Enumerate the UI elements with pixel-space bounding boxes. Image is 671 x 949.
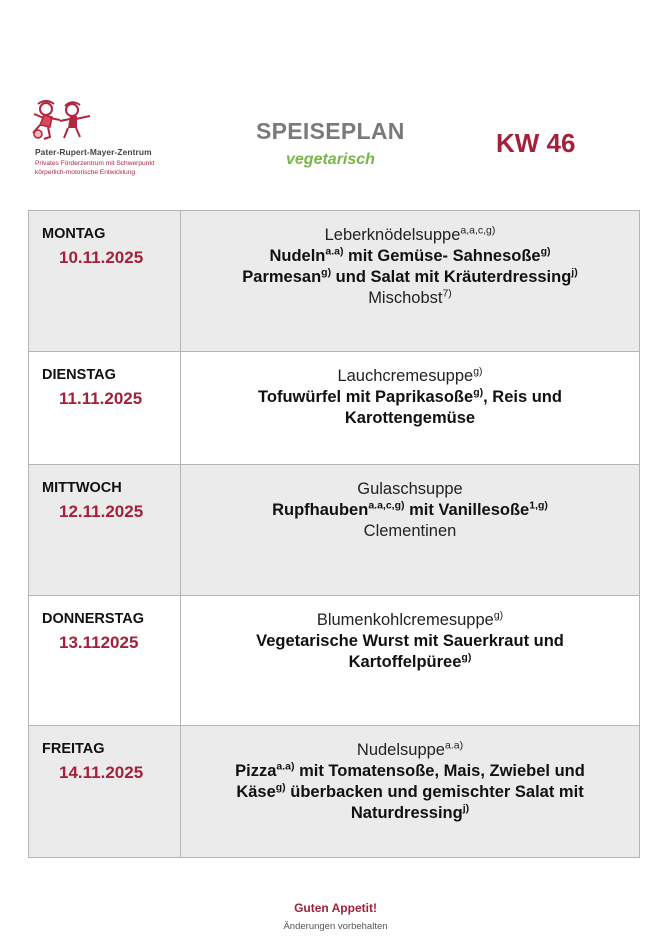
dessert-line bbox=[193, 288, 627, 309]
allergen-note: a.a) bbox=[325, 245, 344, 258]
day-cell bbox=[29, 352, 181, 465]
day-cell bbox=[29, 726, 181, 858]
main-course-text: und Salat mit Kräuterdressing bbox=[331, 268, 572, 286]
soup-line bbox=[193, 479, 627, 500]
dessert-line bbox=[193, 521, 627, 542]
main-course-line bbox=[193, 267, 627, 288]
allergen-note: j) bbox=[571, 266, 578, 279]
logo-name: Pater-Rupert-Mayer-Zentrum bbox=[35, 147, 152, 157]
page-subtitle: vegetarisch bbox=[286, 151, 375, 168]
soup-name: Blumenkohlcremesuppe bbox=[316, 611, 494, 629]
main-course-line bbox=[193, 408, 627, 429]
main-course-text: Karottengemüse bbox=[344, 409, 476, 427]
main-course-text: , Reis und bbox=[483, 388, 562, 406]
allergen-note: 1,g) bbox=[529, 499, 548, 512]
day-name: FREITAG bbox=[42, 741, 105, 757]
school-logo bbox=[30, 100, 200, 190]
day-cell bbox=[29, 211, 181, 352]
children-logo-icon bbox=[30, 100, 100, 146]
soup-name: Nudelsuppe bbox=[356, 741, 445, 759]
meal-cell bbox=[181, 726, 640, 858]
main-course-text: mit Vanillesoße bbox=[404, 501, 530, 519]
logo-tagline-2: körperlich-motorische Entwicklung bbox=[35, 169, 136, 176]
allergen-note: g) bbox=[540, 245, 551, 258]
main-course-line bbox=[193, 652, 627, 673]
page-title: SPEISEPLAN bbox=[256, 118, 405, 144]
menu-row bbox=[29, 211, 640, 352]
main-course-text: überbacken und gemischter Salat mit bbox=[285, 783, 584, 801]
meal-cell bbox=[181, 596, 640, 726]
main-course-line bbox=[193, 387, 627, 408]
main-course-text: mit Gemüse- Sahnesoße bbox=[343, 247, 541, 265]
day-date: 11.11.2025 bbox=[59, 389, 143, 408]
allergen-note: 7) bbox=[442, 287, 452, 300]
main-course-text: Naturdressing bbox=[350, 804, 463, 822]
logo-tagline-1: Privates Förderzentrum mit Schwerpunkt bbox=[35, 160, 155, 167]
allergen-note: g) bbox=[473, 386, 484, 399]
main-course-text: Rupfhauben bbox=[272, 501, 369, 519]
main-course-line bbox=[193, 761, 627, 782]
soup-line bbox=[193, 225, 627, 246]
main-course-text: Kartoffelpüree bbox=[348, 653, 462, 671]
main-course-text: Käse bbox=[236, 783, 276, 801]
footer-greeting: Guten Appetit! bbox=[294, 901, 377, 915]
main-course-line bbox=[193, 246, 627, 267]
day-name: MITTWOCH bbox=[42, 480, 122, 496]
day-date: 10.11.2025 bbox=[59, 248, 144, 267]
day-cell bbox=[29, 465, 181, 596]
soup-line bbox=[193, 740, 627, 761]
day-name: MONTAG bbox=[42, 226, 106, 242]
soup-name: Leberknödelsuppe bbox=[324, 226, 461, 244]
allergen-note: a.a) bbox=[276, 760, 295, 773]
allergen-note: a.a,c,g) bbox=[368, 499, 405, 512]
allergen-note: g) bbox=[275, 781, 286, 794]
soup-line bbox=[193, 366, 627, 387]
allergen-note: j) bbox=[462, 802, 470, 815]
dessert-name: Mischobst bbox=[368, 289, 443, 307]
allergen-note: g) bbox=[473, 365, 483, 378]
main-course-line bbox=[193, 500, 627, 521]
main-course-text: Pizza bbox=[235, 762, 277, 780]
main-course-text: Tofuwürfel mit Paprikasoße bbox=[258, 388, 474, 406]
soup-name: Gulaschsuppe bbox=[357, 480, 463, 498]
allergen-note: a,a,c,g) bbox=[460, 224, 496, 237]
menu-row bbox=[29, 726, 640, 858]
main-course-text: mit Tomatensoße, Mais, Zwiebel und bbox=[294, 762, 585, 780]
day-date: 13.112025 bbox=[59, 633, 139, 652]
main-course-line bbox=[193, 803, 627, 824]
soup-name: Lauchcremesuppe bbox=[337, 367, 474, 385]
meal-cell bbox=[181, 465, 640, 596]
day-date: 14.11.2025 bbox=[59, 763, 144, 782]
soup-line bbox=[193, 610, 627, 631]
menu-row bbox=[29, 352, 640, 465]
dessert-name: Clementinen bbox=[363, 522, 457, 540]
allergen-note: g) bbox=[461, 651, 472, 664]
main-course-line bbox=[193, 631, 627, 652]
main-course-text: Vegetarische Wurst mit Sauerkraut und bbox=[256, 632, 564, 650]
meal-cell bbox=[181, 211, 640, 352]
menu-row bbox=[29, 465, 640, 596]
footer-note: Änderungen vorbehalten bbox=[283, 921, 388, 932]
allergen-note: a.a) bbox=[444, 739, 464, 752]
day-date: 12.11.2025 bbox=[59, 502, 144, 521]
main-course-text: Nudeln bbox=[269, 247, 326, 265]
menu-row bbox=[29, 596, 640, 726]
day-cell bbox=[29, 596, 181, 726]
week-number: KW 46 bbox=[496, 128, 576, 158]
meal-cell bbox=[181, 352, 640, 465]
day-name: DONNERSTAG bbox=[42, 611, 145, 627]
main-course-line bbox=[193, 782, 627, 803]
allergen-note: g) bbox=[321, 266, 332, 279]
menu-table bbox=[28, 210, 640, 858]
allergen-note: g) bbox=[493, 609, 504, 622]
main-course-text: Parmesan bbox=[242, 268, 322, 286]
day-name: DIENSTAG bbox=[42, 367, 116, 383]
